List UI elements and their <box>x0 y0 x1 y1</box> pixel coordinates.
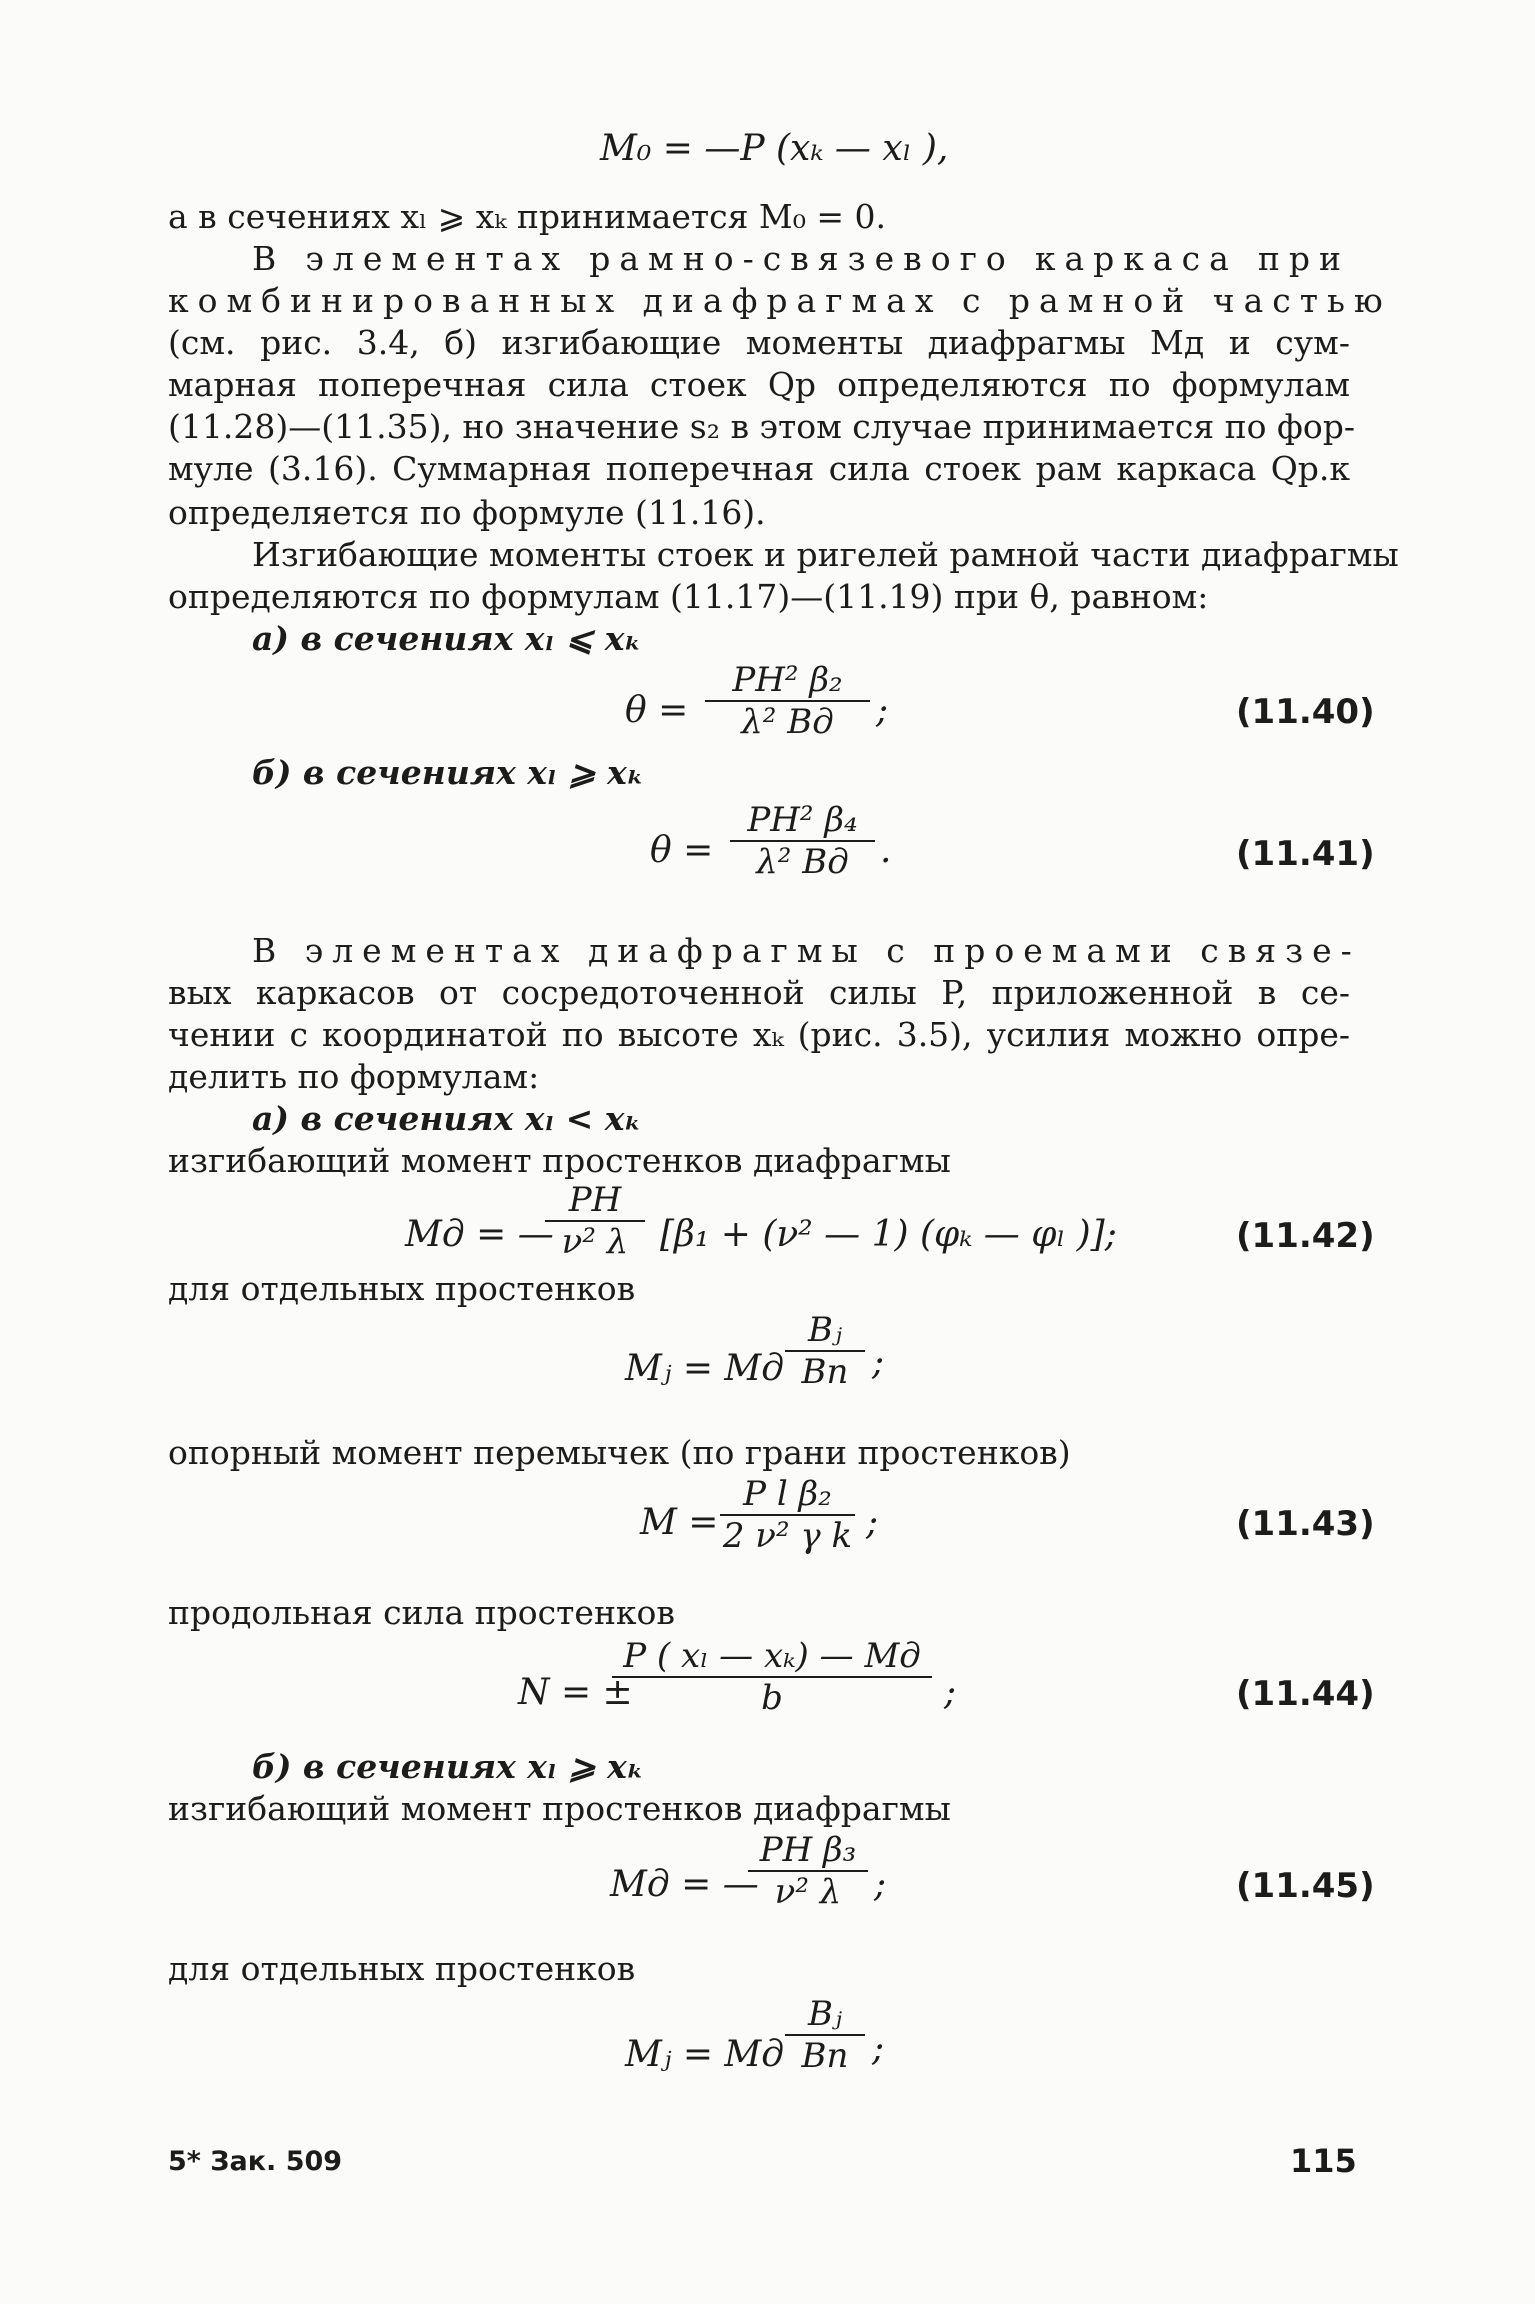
equation-m0: M₀ = —P (xₖ — xₗ ), <box>600 128 949 169</box>
fraction <box>720 1474 855 1556</box>
numerator: Bⱼ <box>808 1994 842 2034</box>
equation-tail: ; <box>866 1502 879 1543</box>
numerator: P l β₂ <box>743 1474 832 1514</box>
text-line: чении с координатой по высоте xₖ (рис. 3.5), усилия можно опре- <box>168 1015 1350 1054</box>
denominator: ν² λ <box>774 1872 842 1912</box>
equation-lhs: θ = <box>625 690 689 731</box>
equation-tail: . <box>880 830 892 871</box>
equation-lhs: Mⱼ = Mд <box>625 1348 785 1389</box>
equation-lhs: Mд = — <box>610 1864 759 1905</box>
fraction <box>545 1180 645 1262</box>
numerator: P ( xₗ — xₖ) — Mд <box>623 1636 921 1676</box>
denominator: Bп <box>801 2036 849 2076</box>
footer-order-number: 5* Зак. 509 <box>168 2146 343 2177</box>
text-line: В элементах рамно-связевого каркаса при <box>252 239 1350 278</box>
fraction <box>785 1994 865 2076</box>
equation-number: (11.45) <box>1236 1866 1375 1906</box>
text-line: а в сечениях xₗ ⩾ xₖ принимается M₀ = 0. <box>168 197 887 236</box>
text-line: Изгибающие моменты стоек и ригелей рамной части диафрагмы <box>252 535 1399 574</box>
fraction <box>748 1830 868 1912</box>
case-heading: а) в сечениях xₗ < xₖ <box>252 1099 642 1138</box>
text-line: муле (3.16). Суммарная поперечная сила стоек рам каркаса Qр.к <box>168 449 1350 488</box>
numerator: Bⱼ <box>808 1310 842 1350</box>
equation-lhs: M = <box>640 1502 719 1543</box>
equation-lhs: θ = <box>650 830 714 871</box>
equation-tail: ; <box>872 1342 885 1383</box>
equation-number: (11.42) <box>1236 1216 1375 1256</box>
denominator: λ² Bд <box>741 702 834 742</box>
equation-lhs: Mⱼ = Mд <box>625 2034 785 2075</box>
equation-tail: ; <box>872 2028 885 2069</box>
equation-tail: [β₁ + (ν² — 1) (φₖ — φₗ )]; <box>660 1214 1117 1255</box>
fraction <box>730 800 875 882</box>
fraction <box>785 1310 865 1392</box>
denominator: 2 ν² γ k <box>722 1516 853 1556</box>
text-line: изгибающий момент простенков диафрагмы <box>168 1789 951 1828</box>
numerator: PH <box>568 1180 622 1220</box>
text-line: для отдельных простенков <box>168 1949 636 1988</box>
text-line: (см. рис. 3.4, б) изгибающие моменты диафрагмы Mд и сум- <box>168 323 1350 362</box>
page-number: 115 <box>1290 2142 1357 2180</box>
text-line: вых каркасов от сосредоточенной силы P, приложенной в се- <box>168 973 1350 1012</box>
equation-tail: ; <box>944 1672 957 1713</box>
equation-lhs: Mд = — <box>405 1214 554 1255</box>
equation-number: (11.40) <box>1236 692 1375 732</box>
numerator: PH² β₄ <box>747 800 858 840</box>
text-line: изгибающий момент простенков диафрагмы <box>168 1141 951 1180</box>
denominator: λ² Bд <box>756 842 849 882</box>
text-line: комбинированных диафрагмах с рамной частью <box>168 281 1392 320</box>
equation-tail: ; <box>874 1864 887 1905</box>
equation-number: (11.44) <box>1236 1674 1375 1714</box>
equation-number: (11.41) <box>1236 834 1375 874</box>
text-line: опорный момент перемычек (по грани простенков) <box>168 1433 1071 1472</box>
numerator: PH β₃ <box>759 1830 857 1870</box>
text-line: делить по формулам: <box>168 1057 540 1096</box>
equation-number: (11.43) <box>1236 1504 1375 1544</box>
text-line: марная поперечная сила стоек Qр определяются по формулам <box>168 365 1350 404</box>
equation-lhs: N = ± <box>518 1672 633 1713</box>
case-heading: б) в сечениях xₗ ⩾ xₖ <box>252 1747 645 1786</box>
text-line: продольная сила простенков <box>168 1593 676 1632</box>
denominator: Bп <box>801 1352 849 1392</box>
text-line: для отдельных простенков <box>168 1269 636 1308</box>
text-line: определяются по формулам (11.17)—(11.19) при θ, равном: <box>168 577 1209 616</box>
text-line: (11.28)—(11.35), но значение s₂ в этом случае принимается по фор- <box>168 407 1356 446</box>
fraction <box>705 660 870 742</box>
denominator: b <box>761 1678 783 1718</box>
fraction <box>612 1636 932 1718</box>
denominator: ν² λ <box>561 1222 629 1262</box>
numerator: PH² β₂ <box>732 660 843 700</box>
equation-tail: ; <box>876 690 889 731</box>
case-heading: а) в сечениях xₗ ⩽ xₖ <box>252 619 642 658</box>
text-line: В элементах диафрагмы с проемами связе- <box>252 931 1361 970</box>
text-line: определяется по формуле (11.16). <box>168 493 766 532</box>
case-heading: б) в сечениях xₗ ⩾ xₖ <box>252 753 645 792</box>
